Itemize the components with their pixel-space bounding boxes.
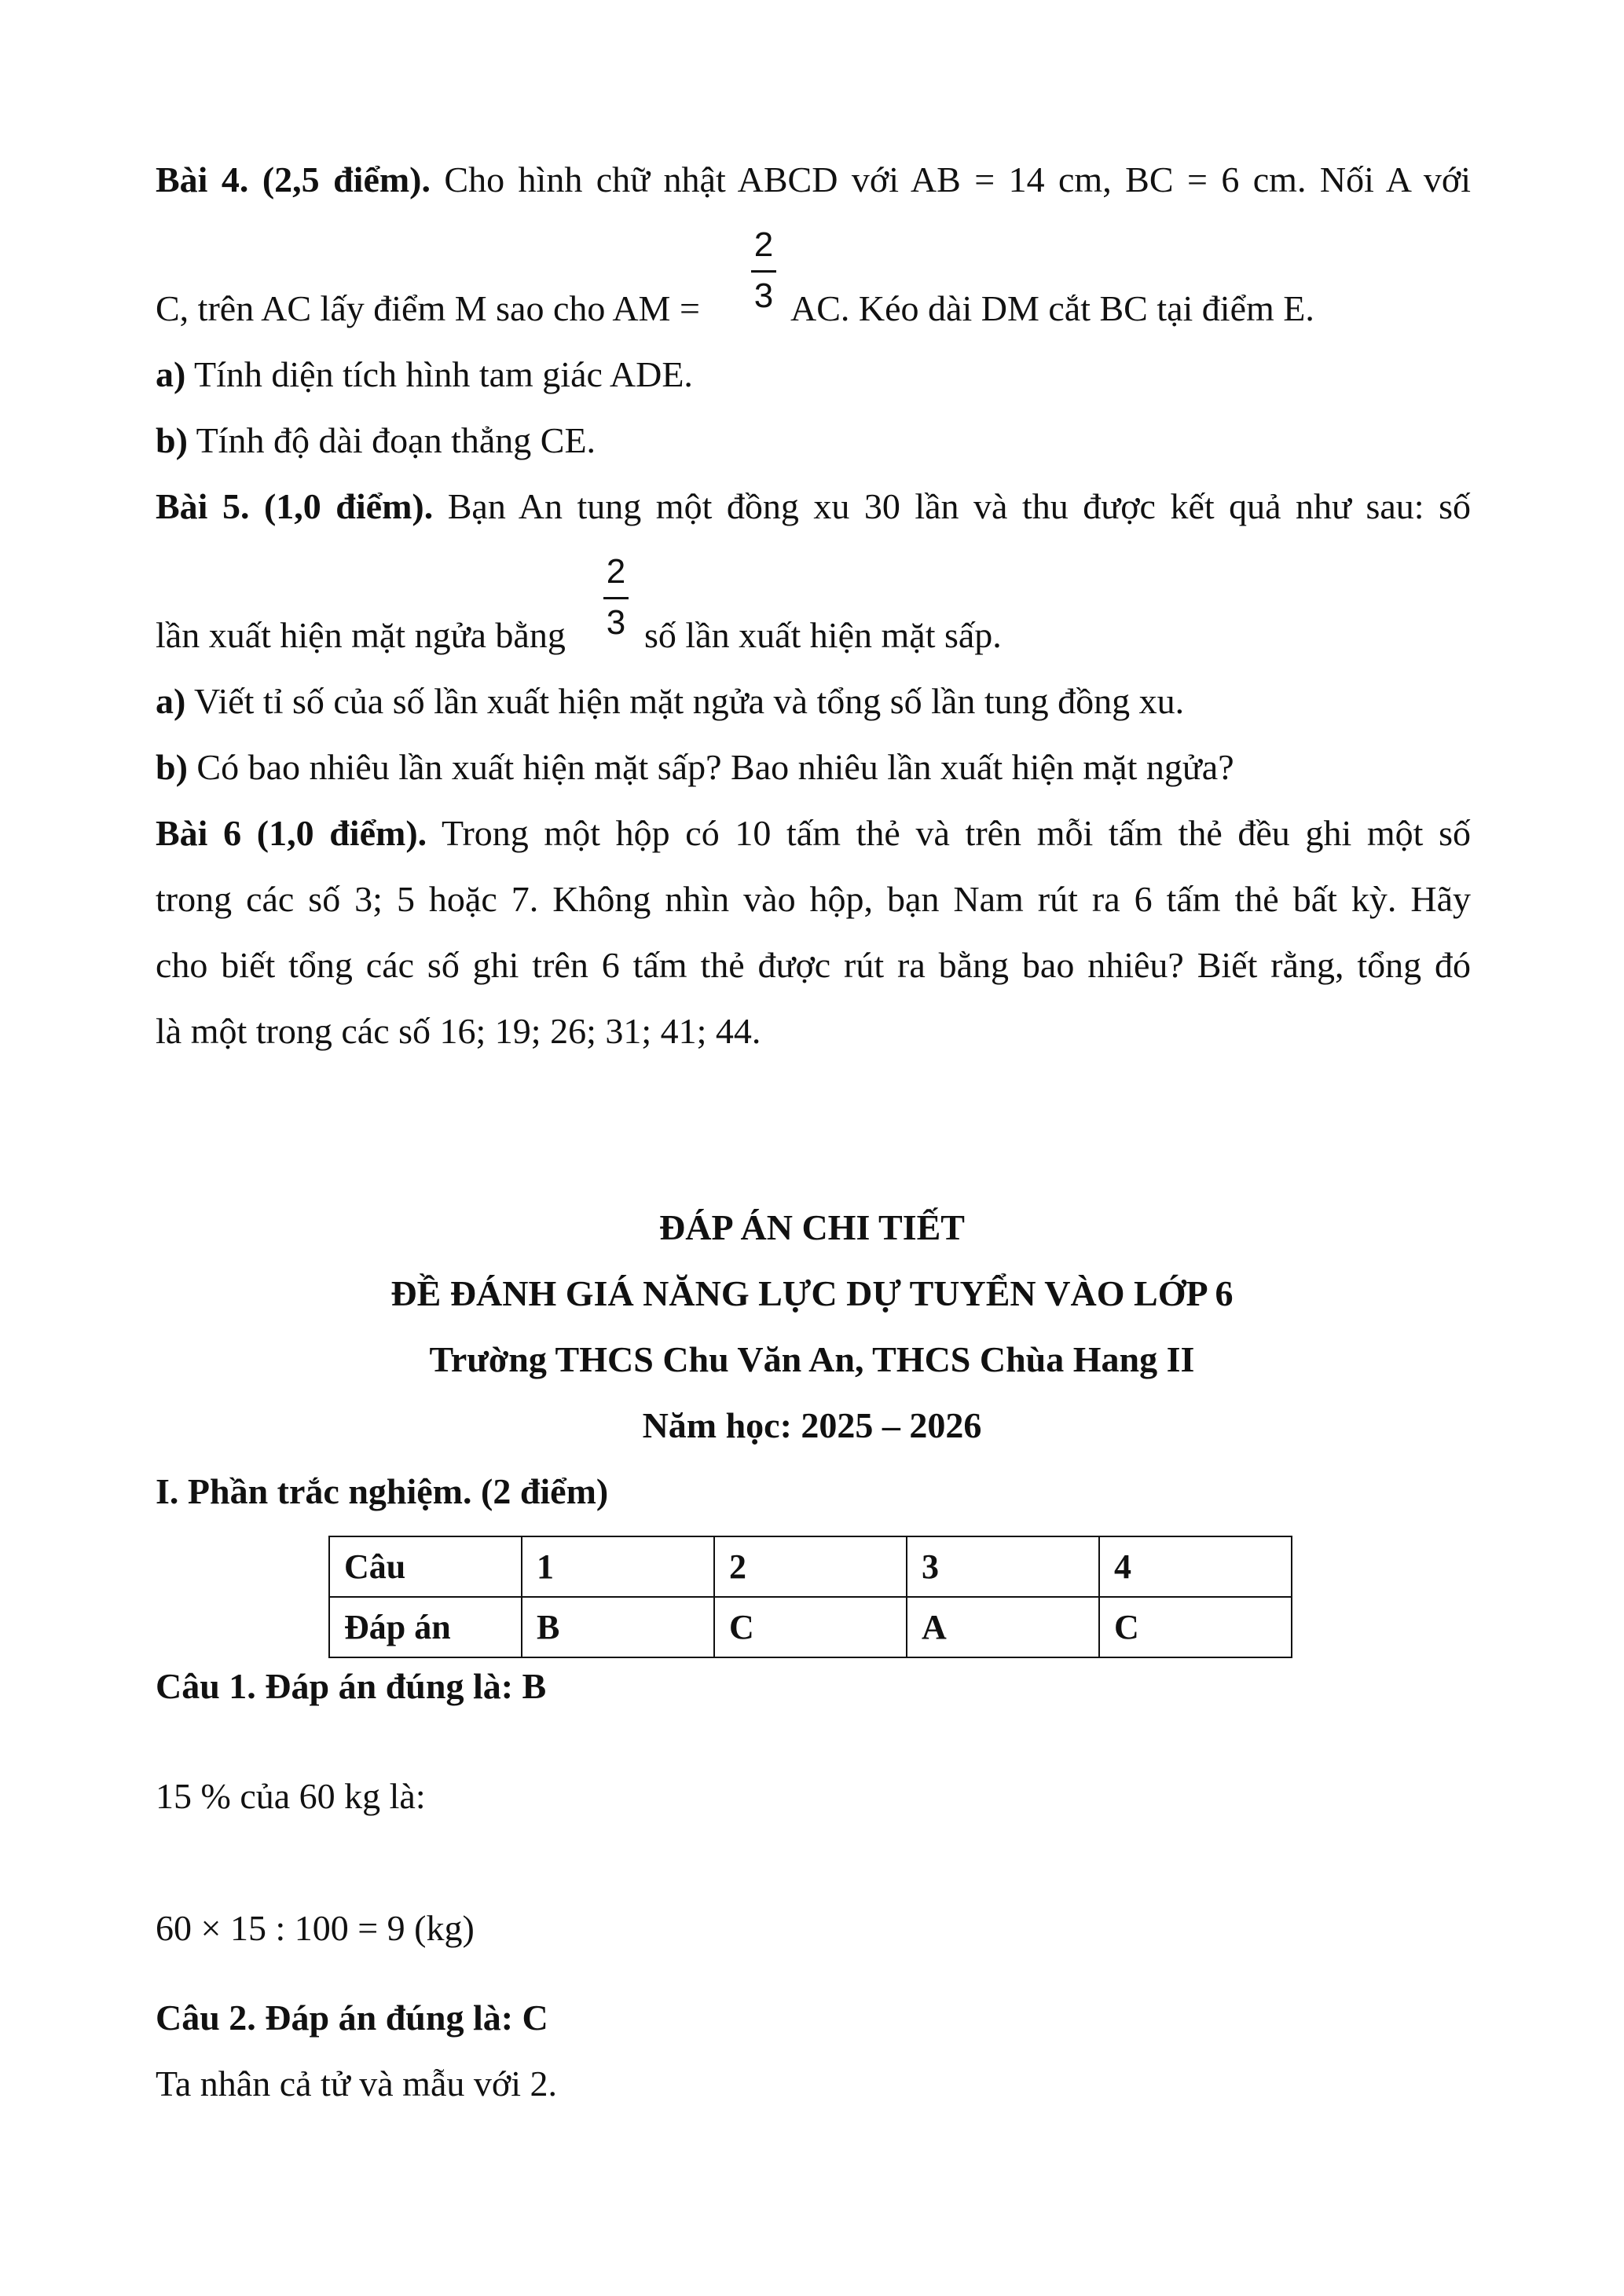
part-a-text: Tính diện tích hình tam giác ADE.: [185, 354, 693, 394]
part-b-label: b): [156, 747, 188, 787]
answer-table: [328, 1536, 1292, 1658]
part-b-text: Tính độ dài đoạn thẳng CE.: [187, 420, 596, 460]
bai6-label: Bài 6 (1,0 điểm).: [156, 813, 427, 853]
fraction-denominator: 3: [606, 603, 626, 642]
table-cell: Đáp án: [329, 1597, 522, 1657]
bai5-line1: [156, 486, 1471, 526]
bai5-line2-post: số lần xuất hiện mặt sấp.: [644, 615, 1002, 655]
cau1-line1: 15 % của 60 kg là:: [156, 1776, 426, 1816]
fraction-bar: [603, 597, 629, 599]
cau2-title: Câu 2. Đáp án đúng là: C: [156, 1998, 548, 2038]
bai6-text: Trong một hộp có 10 tấm thẻ và trên mỗi tấm thẻ đều ghi một số: [427, 813, 1471, 853]
bai6-line1: [156, 815, 1471, 851]
bai4-part-b: [156, 420, 596, 460]
bai5-text: Bạn An tung một đồng xu 30 lần và thu được kết quả như sau: số: [433, 486, 1471, 526]
bai5-line2-pre: lần xuất hiện mặt ngửa bằng: [156, 615, 566, 655]
bai4-line1: [156, 159, 1471, 200]
table-cell: A: [907, 1597, 1099, 1657]
answer-title: ĐÁP ÁN CHI TIẾT: [659, 1207, 965, 1247]
table-cell: B: [522, 1597, 714, 1657]
cau1-line2: 60 × 15 : 100 = 9 (kg): [156, 1908, 475, 1948]
bai4-fraction: [748, 225, 779, 315]
table-cell: C: [714, 1597, 907, 1657]
bai4-text: Cho hình chữ nhật ABCD với AB = 14 cm, BC = 6 cm. Nối A với: [431, 159, 1471, 200]
answer-school: Trường THCS Chu Văn An, THCS Chùa Hang II: [429, 1339, 1195, 1379]
bai5-fraction: [600, 552, 632, 642]
bai4-line2-post: AC. Kéo dài DM cắt BC tại điểm E.: [790, 288, 1314, 328]
answer-subtitle: ĐỀ ĐÁNH GIÁ NĂNG LỰC DỰ TUYỂN VÀO LỚP 6: [390, 1273, 1234, 1313]
table-row: [329, 1597, 1292, 1657]
fraction-bar: [751, 270, 776, 273]
bai6-line4: là một trong các số 16; 19; 26; 31; 41; 44.: [156, 1011, 761, 1051]
table-cell: 1: [522, 1536, 714, 1597]
part-a-label: a): [156, 681, 186, 721]
bai4-label: Bài 4. (2,5 điểm).: [156, 159, 431, 200]
bai5-label: Bài 5. (1,0 điểm).: [156, 486, 434, 526]
bai5-part-b: [156, 749, 1234, 785]
section1-title: I. Phần trắc nghiệm. (2 điểm): [156, 1471, 609, 1511]
cau1-title: Câu 1. Đáp án đúng là: B: [156, 1666, 547, 1706]
bai6-line3: cho biết tổng các số ghi trên 6 tấm thẻ được rút ra bằng bao nhiêu? Biết rằng, tổng đó: [156, 945, 1471, 985]
table-cell: C: [1099, 1597, 1292, 1657]
table-cell: Câu: [329, 1536, 522, 1597]
bai5-part-a: [156, 683, 1184, 720]
fraction-denominator: 3: [753, 276, 774, 315]
table-cell: 3: [907, 1536, 1099, 1597]
fraction-numerator: 2: [606, 552, 626, 591]
answer-year: Năm học: 2025 – 2026: [642, 1405, 982, 1445]
table-row: [329, 1536, 1292, 1597]
cau2-line1: Ta nhân cả tử và mẫu với 2.: [156, 2063, 557, 2104]
part-a-label: a): [156, 354, 186, 394]
bai6-line2: trong các số 3; 5 hoặc 7. Không nhìn vào hộp, bạn Nam rút ra 6 tấm thẻ bất kỳ. Hãy: [156, 879, 1471, 919]
bai4-line2-pre: C, trên AC lấy điểm M sao cho AM =: [156, 288, 700, 328]
part-b-label: b): [156, 420, 188, 460]
table-cell: 2: [714, 1536, 907, 1597]
bai4-part-a: [156, 354, 693, 394]
part-a-text: Viết tỉ số của số lần xuất hiện mặt ngửa và tổng số lần tung đồng xu.: [185, 681, 1185, 721]
fraction-numerator: 2: [753, 225, 774, 264]
table-cell: 4: [1099, 1536, 1292, 1597]
part-b-text: Có bao nhiêu lần xuất hiện mặt sấp? Bao nhiêu lần xuất hiện mặt ngửa?: [187, 747, 1234, 787]
